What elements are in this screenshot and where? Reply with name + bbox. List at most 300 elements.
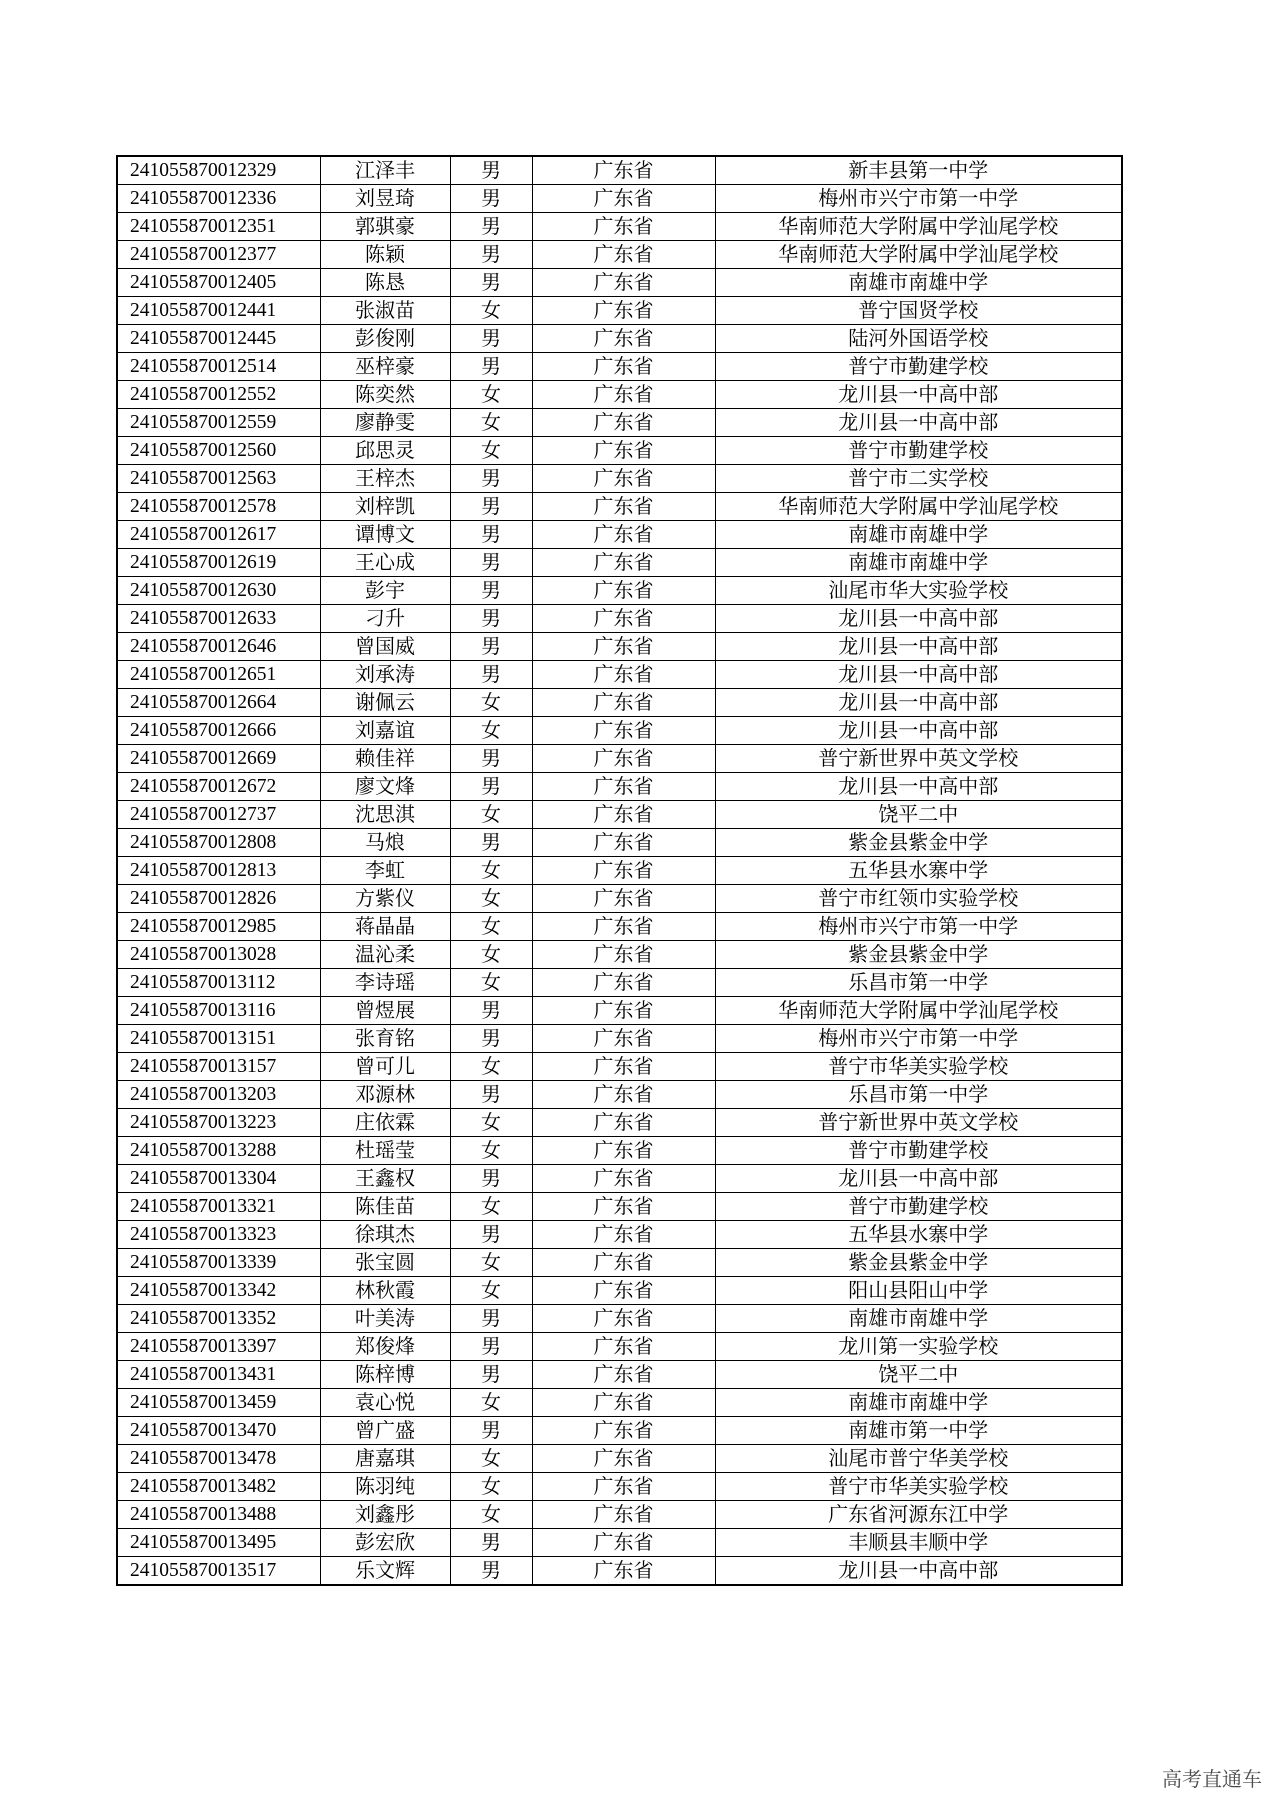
exam-number-cell: 241055870012563	[117, 465, 320, 493]
province-cell: 广东省	[532, 717, 715, 745]
table-row	[117, 661, 1122, 689]
table-row	[117, 1557, 1122, 1586]
province-cell: 广东省	[532, 913, 715, 941]
province-cell: 广东省	[532, 885, 715, 913]
exam-number-cell: 241055870012405	[117, 269, 320, 297]
gender-cell: 男	[450, 997, 532, 1025]
table-row	[117, 325, 1122, 353]
table-row	[117, 773, 1122, 801]
school-cell: 龙川县一中高中部	[715, 773, 1122, 801]
table-row	[117, 801, 1122, 829]
province-cell: 广东省	[532, 1389, 715, 1417]
student-name-cell: 唐嘉琪	[320, 1445, 450, 1473]
student-name-cell: 刘昱琦	[320, 185, 450, 213]
gender-cell: 男	[450, 1333, 532, 1361]
student-name-cell: 林秋霞	[320, 1277, 450, 1305]
exam-number-cell: 241055870013478	[117, 1445, 320, 1473]
student-name-cell: 彭俊刚	[320, 325, 450, 353]
province-cell: 广东省	[532, 661, 715, 689]
student-name-cell: 陈佳苗	[320, 1193, 450, 1221]
table-row	[117, 297, 1122, 325]
school-cell: 华南师范大学附属中学汕尾学校	[715, 997, 1122, 1025]
table-row	[117, 1137, 1122, 1165]
table-row	[117, 213, 1122, 241]
exam-number-cell: 241055870012664	[117, 689, 320, 717]
table-row	[117, 1473, 1122, 1501]
province-cell: 广东省	[532, 437, 715, 465]
gender-cell: 男	[450, 661, 532, 689]
province-cell: 广东省	[532, 633, 715, 661]
table-row	[117, 969, 1122, 997]
school-cell: 龙川县一中高中部	[715, 381, 1122, 409]
student-name-cell: 张育铭	[320, 1025, 450, 1053]
school-cell: 汕尾市普宁华美学校	[715, 1445, 1122, 1473]
school-cell: 新丰县第一中学	[715, 156, 1122, 185]
gender-cell: 男	[450, 493, 532, 521]
student-name-cell: 张宝圆	[320, 1249, 450, 1277]
exam-number-cell: 241055870013112	[117, 969, 320, 997]
table-row	[117, 1333, 1122, 1361]
gender-cell: 女	[450, 857, 532, 885]
student-name-cell: 袁心悦	[320, 1389, 450, 1417]
exam-number-cell: 241055870012633	[117, 605, 320, 633]
student-name-cell: 巫梓豪	[320, 353, 450, 381]
student-name-cell: 陈颖	[320, 241, 450, 269]
table-row	[117, 1389, 1122, 1417]
student-roster-table	[116, 155, 1123, 1586]
student-name-cell: 郑俊烽	[320, 1333, 450, 1361]
student-name-cell: 谢佩云	[320, 689, 450, 717]
school-cell: 龙川第一实验学校	[715, 1333, 1122, 1361]
province-cell: 广东省	[532, 1557, 715, 1586]
school-cell: 汕尾市华大实验学校	[715, 577, 1122, 605]
province-cell: 广东省	[532, 1221, 715, 1249]
gender-cell: 男	[450, 829, 532, 857]
table-row	[117, 857, 1122, 885]
school-cell: 龙川县一中高中部	[715, 1557, 1122, 1586]
exam-number-cell: 241055870013488	[117, 1501, 320, 1529]
exam-number-cell: 241055870012514	[117, 353, 320, 381]
gender-cell: 男	[450, 577, 532, 605]
exam-number-cell: 241055870012619	[117, 549, 320, 577]
school-cell: 乐昌市第一中学	[715, 969, 1122, 997]
exam-number-cell: 241055870012560	[117, 437, 320, 465]
roster-body	[117, 156, 1122, 1585]
student-name-cell: 赖佳祥	[320, 745, 450, 773]
table-row	[117, 997, 1122, 1025]
student-name-cell: 李虹	[320, 857, 450, 885]
student-name-cell: 徐琪杰	[320, 1221, 450, 1249]
student-name-cell: 刁升	[320, 605, 450, 633]
student-name-cell: 王心成	[320, 549, 450, 577]
school-cell: 普宁市华美实验学校	[715, 1053, 1122, 1081]
exam-number-cell: 241055870012666	[117, 717, 320, 745]
school-cell: 华南师范大学附属中学汕尾学校	[715, 493, 1122, 521]
exam-number-cell: 241055870012651	[117, 661, 320, 689]
table-row	[117, 409, 1122, 437]
exam-number-cell: 241055870013459	[117, 1389, 320, 1417]
gender-cell: 女	[450, 1137, 532, 1165]
student-name-cell: 沈思淇	[320, 801, 450, 829]
student-name-cell: 王鑫权	[320, 1165, 450, 1193]
gender-cell: 女	[450, 969, 532, 997]
gender-cell: 女	[450, 381, 532, 409]
gender-cell: 男	[450, 521, 532, 549]
gender-cell: 男	[450, 1165, 532, 1193]
gender-cell: 男	[450, 1417, 532, 1445]
student-name-cell: 李诗瑶	[320, 969, 450, 997]
school-cell: 普宁市勤建学校	[715, 437, 1122, 465]
gender-cell: 男	[450, 745, 532, 773]
exam-number-cell: 241055870013397	[117, 1333, 320, 1361]
gender-cell: 男	[450, 1529, 532, 1557]
gender-cell: 女	[450, 297, 532, 325]
province-cell: 广东省	[532, 1193, 715, 1221]
gender-cell: 男	[450, 156, 532, 185]
exam-number-cell: 241055870013288	[117, 1137, 320, 1165]
school-cell: 南雄市南雄中学	[715, 549, 1122, 577]
table-row	[117, 156, 1122, 185]
school-cell: 南雄市南雄中学	[715, 1305, 1122, 1333]
school-cell: 龙川县一中高中部	[715, 409, 1122, 437]
table-row	[117, 493, 1122, 521]
province-cell: 广东省	[532, 1277, 715, 1305]
province-cell: 广东省	[532, 829, 715, 857]
province-cell: 广东省	[532, 1053, 715, 1081]
school-cell: 阳山县阳山中学	[715, 1277, 1122, 1305]
table-row	[117, 381, 1122, 409]
table-row	[117, 1165, 1122, 1193]
province-cell: 广东省	[532, 465, 715, 493]
table-row	[117, 941, 1122, 969]
student-name-cell: 庄依霖	[320, 1109, 450, 1137]
province-cell: 广东省	[532, 1025, 715, 1053]
exam-number-cell: 241055870013339	[117, 1249, 320, 1277]
table-row	[117, 1249, 1122, 1277]
gender-cell: 女	[450, 885, 532, 913]
student-name-cell: 方紫仪	[320, 885, 450, 913]
exam-number-cell: 241055870012377	[117, 241, 320, 269]
table-row	[117, 829, 1122, 857]
school-cell: 普宁市红领巾实验学校	[715, 885, 1122, 913]
school-cell: 乐昌市第一中学	[715, 1081, 1122, 1109]
gender-cell: 女	[450, 801, 532, 829]
exam-number-cell: 241055870013321	[117, 1193, 320, 1221]
student-name-cell: 曾煜展	[320, 997, 450, 1025]
student-name-cell: 陈恳	[320, 269, 450, 297]
gender-cell: 男	[450, 1305, 532, 1333]
province-cell: 广东省	[532, 745, 715, 773]
student-name-cell: 刘嘉谊	[320, 717, 450, 745]
student-name-cell: 陈梓博	[320, 1361, 450, 1389]
exam-number-cell: 241055870013116	[117, 997, 320, 1025]
student-name-cell: 陈奕然	[320, 381, 450, 409]
province-cell: 广东省	[532, 1417, 715, 1445]
school-cell: 南雄市南雄中学	[715, 521, 1122, 549]
province-cell: 广东省	[532, 969, 715, 997]
gender-cell: 男	[450, 325, 532, 353]
school-cell: 南雄市第一中学	[715, 1417, 1122, 1445]
table-row	[117, 1445, 1122, 1473]
gender-cell: 女	[450, 1389, 532, 1417]
school-cell: 饶平二中	[715, 801, 1122, 829]
gender-cell: 女	[450, 1501, 532, 1529]
exam-number-cell: 241055870012826	[117, 885, 320, 913]
school-cell: 五华县水寨中学	[715, 1221, 1122, 1249]
gender-cell: 女	[450, 1109, 532, 1137]
province-cell: 广东省	[532, 1361, 715, 1389]
gender-cell: 女	[450, 913, 532, 941]
exam-number-cell: 241055870013482	[117, 1473, 320, 1501]
province-cell: 广东省	[532, 409, 715, 437]
gender-cell: 男	[450, 185, 532, 213]
table-row	[117, 1529, 1122, 1557]
gender-cell: 女	[450, 1445, 532, 1473]
table-row	[117, 1501, 1122, 1529]
gender-cell: 女	[450, 941, 532, 969]
student-name-cell: 乐文辉	[320, 1557, 450, 1586]
gender-cell: 男	[450, 241, 532, 269]
province-cell: 广东省	[532, 325, 715, 353]
province-cell: 广东省	[532, 1529, 715, 1557]
province-cell: 广东省	[532, 1165, 715, 1193]
school-cell: 华南师范大学附属中学汕尾学校	[715, 241, 1122, 269]
table-row	[117, 465, 1122, 493]
school-cell: 梅州市兴宁市第一中学	[715, 913, 1122, 941]
table-row	[117, 913, 1122, 941]
school-cell: 五华县水寨中学	[715, 857, 1122, 885]
exam-number-cell: 241055870013323	[117, 1221, 320, 1249]
student-name-cell: 邱思灵	[320, 437, 450, 465]
province-cell: 广东省	[532, 1473, 715, 1501]
exam-number-cell: 241055870012329	[117, 156, 320, 185]
table-row	[117, 1109, 1122, 1137]
exam-number-cell: 241055870012672	[117, 773, 320, 801]
gender-cell: 男	[450, 633, 532, 661]
exam-number-cell: 241055870013342	[117, 1277, 320, 1305]
province-cell: 广东省	[532, 269, 715, 297]
gender-cell: 女	[450, 689, 532, 717]
gender-cell: 女	[450, 409, 532, 437]
exam-number-cell: 241055870013203	[117, 1081, 320, 1109]
table-row	[117, 185, 1122, 213]
exam-number-cell: 241055870012552	[117, 381, 320, 409]
exam-number-cell: 241055870012630	[117, 577, 320, 605]
gender-cell: 女	[450, 1473, 532, 1501]
province-cell: 广东省	[532, 1137, 715, 1165]
table-row	[117, 885, 1122, 913]
exam-number-cell: 241055870012646	[117, 633, 320, 661]
exam-number-cell: 241055870013304	[117, 1165, 320, 1193]
school-cell: 普宁市勤建学校	[715, 353, 1122, 381]
school-cell: 普宁市华美实验学校	[715, 1473, 1122, 1501]
province-cell: 广东省	[532, 521, 715, 549]
province-cell: 广东省	[532, 241, 715, 269]
school-cell: 梅州市兴宁市第一中学	[715, 185, 1122, 213]
student-name-cell: 彭宇	[320, 577, 450, 605]
table-row	[117, 605, 1122, 633]
gender-cell: 男	[450, 213, 532, 241]
table-row	[117, 1361, 1122, 1389]
school-cell: 紫金县紫金中学	[715, 829, 1122, 857]
exam-number-cell: 241055870012578	[117, 493, 320, 521]
exam-number-cell: 241055870012617	[117, 521, 320, 549]
table-row	[117, 633, 1122, 661]
province-cell: 广东省	[532, 577, 715, 605]
student-name-cell: 谭博文	[320, 521, 450, 549]
student-name-cell: 彭宏欣	[320, 1529, 450, 1557]
school-cell: 丰顺县丰顺中学	[715, 1529, 1122, 1557]
gender-cell: 男	[450, 1025, 532, 1053]
table-row	[117, 1277, 1122, 1305]
student-name-cell: 郭骐豪	[320, 213, 450, 241]
province-cell: 广东省	[532, 1249, 715, 1277]
student-name-cell: 王梓杰	[320, 465, 450, 493]
gender-cell: 男	[450, 269, 532, 297]
student-name-cell: 江泽丰	[320, 156, 450, 185]
exam-number-cell: 241055870012351	[117, 213, 320, 241]
school-cell: 普宁新世界中英文学校	[715, 1109, 1122, 1137]
province-cell: 广东省	[532, 353, 715, 381]
province-cell: 广东省	[532, 1333, 715, 1361]
province-cell: 广东省	[532, 493, 715, 521]
province-cell: 广东省	[532, 1081, 715, 1109]
watermark-text: 高考直通车	[1162, 1767, 1262, 1791]
province-cell: 广东省	[532, 1109, 715, 1137]
table-row	[117, 1053, 1122, 1081]
exam-number-cell: 241055870013495	[117, 1529, 320, 1557]
province-cell: 广东省	[532, 381, 715, 409]
school-cell: 龙川县一中高中部	[715, 605, 1122, 633]
gender-cell: 女	[450, 1277, 532, 1305]
gender-cell: 男	[450, 549, 532, 577]
province-cell: 广东省	[532, 689, 715, 717]
student-name-cell: 张淑苗	[320, 297, 450, 325]
student-name-cell: 邓源林	[320, 1081, 450, 1109]
exam-number-cell: 241055870012441	[117, 297, 320, 325]
table-row	[117, 241, 1122, 269]
school-cell: 陆河外国语学校	[715, 325, 1122, 353]
gender-cell: 女	[450, 1249, 532, 1277]
province-cell: 广东省	[532, 997, 715, 1025]
gender-cell: 男	[450, 1221, 532, 1249]
exam-number-cell: 241055870013517	[117, 1557, 320, 1586]
exam-number-cell: 241055870013028	[117, 941, 320, 969]
table-row	[117, 1221, 1122, 1249]
table-row	[117, 1025, 1122, 1053]
student-name-cell: 蒋晶晶	[320, 913, 450, 941]
student-name-cell: 曾可儿	[320, 1053, 450, 1081]
exam-number-cell: 241055870012737	[117, 801, 320, 829]
province-cell: 广东省	[532, 801, 715, 829]
table-row	[117, 521, 1122, 549]
school-cell: 南雄市南雄中学	[715, 1389, 1122, 1417]
gender-cell: 男	[450, 1081, 532, 1109]
table-row	[117, 353, 1122, 381]
province-cell: 广东省	[532, 857, 715, 885]
province-cell: 广东省	[532, 213, 715, 241]
exam-number-cell: 241055870013157	[117, 1053, 320, 1081]
school-cell: 紫金县紫金中学	[715, 1249, 1122, 1277]
province-cell: 广东省	[532, 156, 715, 185]
province-cell: 广东省	[532, 941, 715, 969]
school-cell: 南雄市南雄中学	[715, 269, 1122, 297]
gender-cell: 女	[450, 717, 532, 745]
exam-number-cell: 241055870012336	[117, 185, 320, 213]
student-name-cell: 刘梓凯	[320, 493, 450, 521]
exam-number-cell: 241055870013352	[117, 1305, 320, 1333]
student-name-cell: 刘鑫彤	[320, 1501, 450, 1529]
exam-number-cell: 241055870012813	[117, 857, 320, 885]
gender-cell: 男	[450, 465, 532, 493]
gender-cell: 男	[450, 1361, 532, 1389]
gender-cell: 女	[450, 1193, 532, 1221]
gender-cell: 男	[450, 773, 532, 801]
school-cell: 梅州市兴宁市第一中学	[715, 1025, 1122, 1053]
school-cell: 紫金县紫金中学	[715, 941, 1122, 969]
table-row	[117, 1305, 1122, 1333]
school-cell: 饶平二中	[715, 1361, 1122, 1389]
student-name-cell: 陈羽纯	[320, 1473, 450, 1501]
exam-number-cell: 241055870013431	[117, 1361, 320, 1389]
school-cell: 华南师范大学附属中学汕尾学校	[715, 213, 1122, 241]
school-cell: 普宁新世界中英文学校	[715, 745, 1122, 773]
school-cell: 普宁国贤学校	[715, 297, 1122, 325]
exam-number-cell: 241055870012669	[117, 745, 320, 773]
province-cell: 广东省	[532, 773, 715, 801]
exam-number-cell: 241055870013151	[117, 1025, 320, 1053]
school-cell: 广东省河源东江中学	[715, 1501, 1122, 1529]
province-cell: 广东省	[532, 185, 715, 213]
student-name-cell: 杜瑶莹	[320, 1137, 450, 1165]
table-row	[117, 549, 1122, 577]
student-name-cell: 曾广盛	[320, 1417, 450, 1445]
exam-number-cell: 241055870013470	[117, 1417, 320, 1445]
table-row	[117, 1081, 1122, 1109]
province-cell: 广东省	[532, 1445, 715, 1473]
table-row	[117, 1193, 1122, 1221]
table-row	[117, 269, 1122, 297]
gender-cell: 女	[450, 1053, 532, 1081]
province-cell: 广东省	[532, 605, 715, 633]
gender-cell: 男	[450, 353, 532, 381]
province-cell: 广东省	[532, 297, 715, 325]
exam-number-cell: 241055870012985	[117, 913, 320, 941]
table-row	[117, 1417, 1122, 1445]
exam-number-cell: 241055870013223	[117, 1109, 320, 1137]
gender-cell: 女	[450, 437, 532, 465]
student-name-cell: 叶美涛	[320, 1305, 450, 1333]
gender-cell: 男	[450, 1557, 532, 1586]
student-name-cell: 曾国威	[320, 633, 450, 661]
school-cell: 龙川县一中高中部	[715, 633, 1122, 661]
student-name-cell: 廖静雯	[320, 409, 450, 437]
table-row	[117, 745, 1122, 773]
exam-number-cell: 241055870012808	[117, 829, 320, 857]
table-row	[117, 437, 1122, 465]
table-row	[117, 577, 1122, 605]
student-name-cell: 刘承涛	[320, 661, 450, 689]
school-cell: 普宁市勤建学校	[715, 1193, 1122, 1221]
school-cell: 龙川县一中高中部	[715, 717, 1122, 745]
table-row	[117, 717, 1122, 745]
school-cell: 龙川县一中高中部	[715, 1165, 1122, 1193]
student-name-cell: 温沁柔	[320, 941, 450, 969]
school-cell: 普宁市二实学校	[715, 465, 1122, 493]
student-name-cell: 廖文烽	[320, 773, 450, 801]
student-name-cell: 马烺	[320, 829, 450, 857]
province-cell: 广东省	[532, 1501, 715, 1529]
